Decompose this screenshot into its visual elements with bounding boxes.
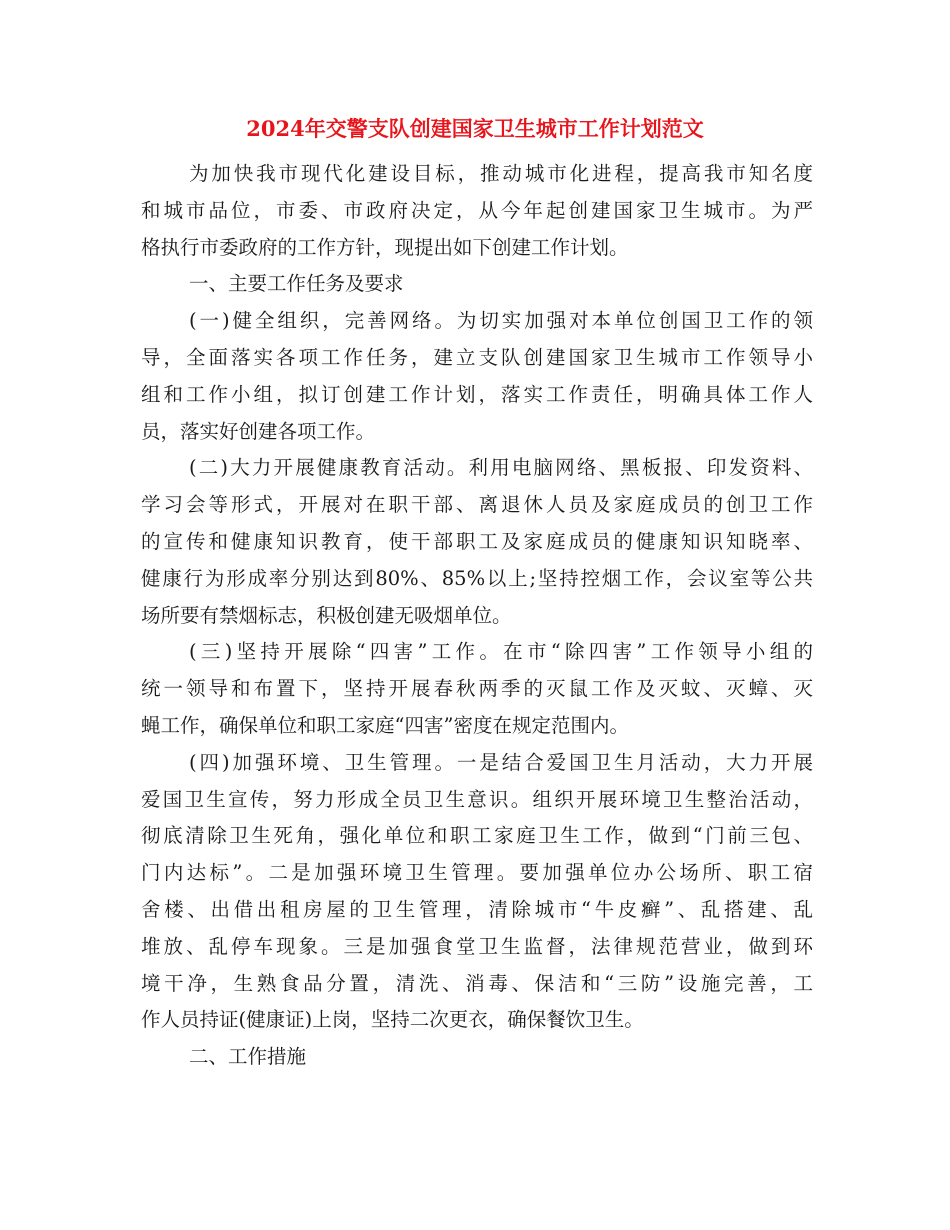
paragraph-line: 一、主要工作任务及要求: [189, 272, 404, 296]
paragraph-line: (四)加强环境、卫生管理。一是结合爱国卫生月活动，大力开展: [189, 750, 813, 774]
paragraph-line: (一)健全组织，完善网络。为切实加强对本单位创国卫工作的领: [189, 309, 813, 333]
paragraph-line: 健康行为形成率分别达到80%、85%以上;坚持控烟工作，会议室等公共: [141, 566, 813, 590]
paragraph-line: 蝇工作，确保单位和职工家庭“四害”密度在规定范围内。: [141, 713, 629, 737]
paragraph-line: 格执行市委政府的工作方针，现提出如下创建工作计划。: [141, 235, 629, 259]
paragraph-line: 二、工作措施: [189, 1045, 307, 1069]
paragraph-line: 组和工作小组，拟订创建工作计划，落实工作责任，明确具体工作人: [141, 382, 813, 406]
paragraph-line: 门内达标”。二是加强环境卫生管理。要加强单位办公场所、职工宿: [141, 861, 813, 885]
paragraph-line: 堆放、乱停车现象。三是加强食堂卫生监督，法律规范营业，做到环: [141, 934, 813, 958]
paragraph-line: 导，全面落实各项工作任务，建立支队创建国家卫生城市工作领导小: [141, 345, 813, 369]
paragraph-line: 舍楼、出借出租房屋的卫生管理，清除城市“牛皮癣”、乱搭建、乱: [141, 897, 813, 921]
document-body: [141, 156, 813, 1076]
paragraph-line: 场所要有禁烟标志，积极创建无吸烟单位。: [141, 603, 512, 627]
document-title: 2024年交警支队创建国家卫生城市工作计划范文: [246, 116, 704, 141]
paragraph-line: 境干净，生熟食品分置，清洗、消毒、保洁和“三防”设施完善，工: [141, 971, 813, 995]
paragraph-line: (三)坚持开展除“四害”工作。在市“除四害”工作领导小组的: [189, 640, 813, 664]
paragraph-line: 为加快我市现代化建设目标，推动城市化进程，提高我市知名度: [189, 162, 813, 185]
paragraph-line: (二)大力开展健康教育活动。利用电脑网络、黑板报、印发资料、: [189, 456, 813, 480]
paragraph-line: 和城市品位，市委、市政府决定，从今年起创建国家卫生城市。为严: [141, 198, 813, 222]
paragraph-line: 爱国卫生宣传，努力形成全员卫生意识。组织开展环境卫生整治活动，: [141, 787, 813, 811]
paragraph-line: 员，落实好创建各项工作。: [141, 419, 376, 443]
paragraph-line: 统一领导和布置下，坚持开展春秋两季的灭鼠工作及灭蚊、灭蟑、灭: [141, 677, 813, 701]
paragraph-line: 作人员持证(健康证)上岗，坚持二次更衣，确保餐饮卫生。: [141, 1008, 644, 1032]
paragraph-line: 学习会等形式，开展对在职干部、离退休人员及家庭成员的创卫工作: [141, 493, 813, 517]
paragraph-line: 的宣传和健康知识教育，使干部职工及家庭成员的健康知识知晓率、: [141, 529, 813, 553]
paragraph-line: 彻底清除卫生死角，强化单位和职工家庭卫生工作，做到“门前三包、: [141, 824, 813, 848]
